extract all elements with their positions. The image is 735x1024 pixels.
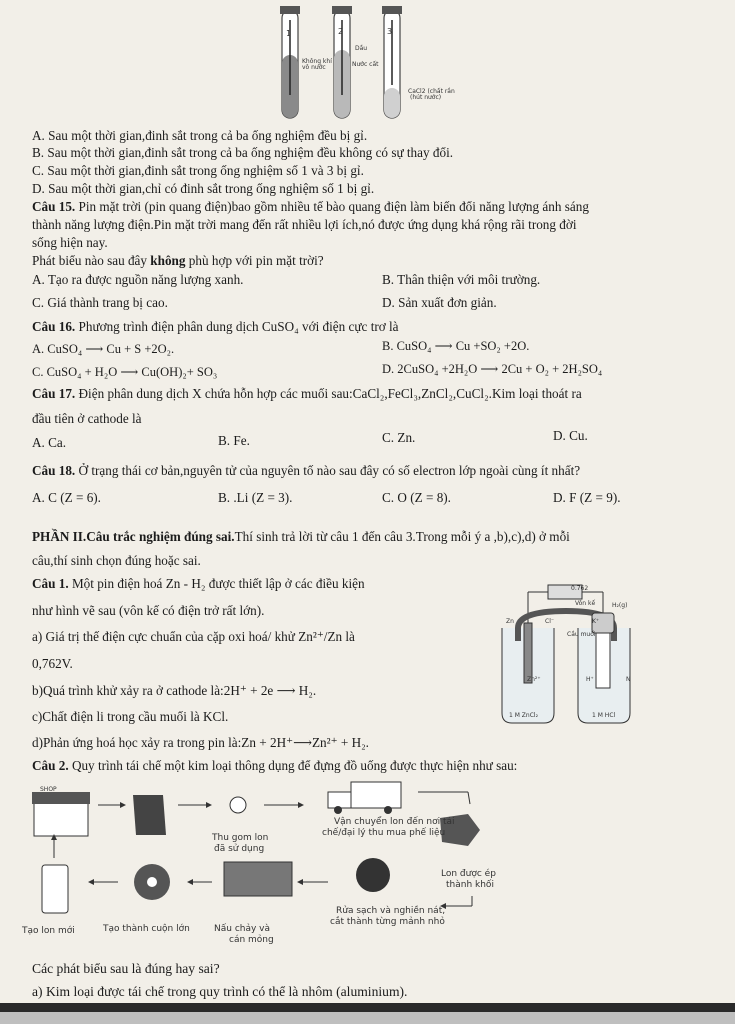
wash-label-2: cắt thành từng mảnh nhỏ [330, 917, 445, 927]
q15-line-2: thành năng lượng điện.Pin mặt trời mang đến rất nhiều lợi ích,nó được ứng dụng khá rộng rãi trong đời [32, 217, 577, 232]
melt-label-2: cán mỏng [229, 935, 274, 945]
truck-icon [351, 782, 401, 808]
q17-line-1: Câu 17. Điện phân dung dịch X chứa hỗn hợp các muối sau:CaCl₂,FeCl₃,ZnCl₂,CuCl₂.Kim loại thoát ra [32, 386, 582, 401]
q16-stem: Câu 16. Phương trình điện phân dung dịch CuSO₄ với điện cực trơ là [32, 319, 399, 334]
c1-statement-b: b)Quá trình khử xảy ra ở cathode là:2H⁺ + 2e ⟶ H₂. [32, 683, 317, 698]
n-label: N [626, 676, 631, 683]
cl-label: Cl⁻ [545, 618, 555, 625]
tube-label-3: 3 [387, 27, 393, 36]
new-can-icon [42, 865, 68, 913]
dry-air-label-2: vô nước [302, 64, 326, 71]
q15-option-a: A. Tạo ra được nguồn năng lượng xanh. [32, 272, 244, 287]
q15-option-c: C. Giá thành trang bị cao. [32, 295, 168, 310]
q15-option-b: B. Thân thiện với môi trường. [382, 272, 541, 287]
hand-icon [230, 797, 246, 813]
k-label: K⁺ [592, 618, 600, 625]
q14-option-d: D. Sau một thời gian,chỉ có đinh sắt trong ống nghiệm số 1 bị gỉ. [32, 181, 375, 196]
q18-option-b: B. .Li (Z = 3). [218, 490, 293, 505]
roll-label: Tạo thành cuộn lớn [103, 924, 190, 934]
h2-label: H₂(g) [612, 602, 628, 609]
q15-line-1: Câu 15. Pin mặt trời (pin quang điện)bao gồm nhiều tế bào quang điện làm biến đổi năng lượng ánh sáng [32, 199, 589, 214]
melt-label-1: Nấu chảy và [214, 924, 271, 934]
tube-label-2: 2 [338, 27, 344, 36]
c1-statement-d: d)Phản ứng hoá học xảy ra trong pin là:Zn + 2H⁺⟶Zn²⁺ + H₂. [32, 735, 369, 750]
cacl2-label-2: (hút nước) [410, 94, 442, 101]
transport-label-2: chế/đại lý thu mua phế liệu [322, 828, 446, 838]
can-bin-icon [133, 795, 166, 835]
arrow-icon: ⟶ [85, 342, 104, 356]
q17-option-b: B. Fe. [218, 433, 250, 448]
c1-line-1: Câu 1. Một pin điện hoá Zn - H₂ được thiết lập ở các điều kiện [32, 576, 365, 591]
bottom-strip [0, 1012, 735, 1024]
q16-option-a: A. CuSO₄ ⟶ Cu + S +2O₂. [32, 342, 175, 356]
c2-question: Các phát biểu sau là đúng hay sai? [32, 961, 220, 976]
q16-option-b: B. CuSO₄ ⟶ Cu +SO₂ +2O. [382, 339, 530, 353]
q18-option-c: C. O (Z = 8). [382, 490, 451, 505]
hcl-label: 1 M HCl [592, 712, 616, 719]
q17-option-c: C. Zn. [382, 430, 416, 445]
collect-label-2: đã sử dụng [214, 844, 265, 854]
cacl2-label: CaCl2 (chất rắn [408, 88, 455, 95]
q16-option-c: C. CuSO₄ + H₂O ⟶ Cu(OH)₂+ SO₃ [32, 365, 218, 379]
arrow-icon: ⟶ [434, 339, 453, 353]
q15-option-d: D. Sản xuất đơn giản. [382, 295, 497, 310]
c2-stem: Câu 2. Quy trình tái chế một kim loại thông dụng để đựng đồ uống được thực hiện như sau: [32, 758, 518, 773]
c1-line-2: như hình vẽ sau (vôn kế có điện trở rất lớn). [32, 603, 265, 618]
press-label-2: thành khối [446, 880, 494, 890]
shop-label: SHOP [40, 786, 57, 793]
dry-air-label: Không khí [302, 58, 332, 65]
q14-option-a: A. Sau một thời gian,đinh sắt trong cả ba ống nghiệm đều bị gỉ. [32, 128, 368, 143]
meter-reading: 0.762 [571, 585, 589, 592]
new-can-label: Tạo lon mới [22, 926, 75, 936]
tube-label-1: 1 [286, 29, 292, 38]
c1-statement-a-cont: 0,762V. [32, 656, 73, 671]
pressed-block-icon [356, 858, 390, 892]
q17-line-2: đầu tiên ở cathode là [32, 411, 142, 426]
voltmeter-label: Vôn kế [575, 600, 596, 607]
arrow-icon: ⟶ [120, 365, 139, 379]
arrow-icon: ⟶ [480, 362, 499, 376]
q18-stem: Câu 18. Ở trạng thái cơ bản,nguyên tử của nguyên tố nào sau đây có số electron lớp ngoài cùng ít nhất? [32, 463, 581, 478]
q15-question: Phát biểu nào sau đây không phù hợp với pin mặt trời? [32, 253, 324, 268]
zncl2-label: 1 M ZnCl₂ [509, 712, 538, 719]
q14-option-c: C. Sau một thời gian,đinh sắt trong ống nghiệm số 1 và 3 bị gỉ. [32, 163, 364, 178]
c1-statement-a: a) Giá trị thế điện cực chuẩn của cặp oxi hoá/ khử Zn²⁺/Zn là [32, 629, 355, 644]
h-label: H⁺ [586, 676, 594, 683]
transport-label-1: Vận chuyển lon đến nơi tái [334, 817, 455, 827]
q18-option-a: A. C (Z = 6). [32, 490, 101, 505]
part2-heading: PHẦN II.Câu trắc nghiệm đúng sai.Thí sinh trả lời từ câu 1 đến câu 3.Trong mỗi ý a ,b),c),d) ở mỗi [32, 529, 570, 544]
press-label-1: Lon được ép [441, 869, 496, 879]
q17-option-d: D. Cu. [553, 428, 588, 443]
zn2-label: Zn²⁺ [527, 676, 541, 683]
shop-icon [34, 802, 88, 836]
q14-option-b: B. Sau một thời gian,đinh sắt trong cả ba ống nghiệm đều không có sự thay đổi. [32, 145, 454, 160]
furnace-icon [224, 862, 292, 896]
wash-label-1: Rửa sạch và nghiền nát, [336, 906, 446, 916]
c1-statement-c: c)Chất điện li trong cầu muối là KCl. [32, 709, 229, 724]
part2-line-2: câu,thí sinh chọn đúng hoặc sai. [32, 553, 201, 568]
q16-option-d: D. 2CuSO₄ +2H₂O ⟶ 2Cu + O₂ + 2H₂SO₄ [382, 362, 603, 376]
c2-statement-a: a) Kim loại được tái chế trong quy trình có thể là nhôm (aluminium). [32, 984, 408, 999]
zn-label: Zn [506, 618, 514, 625]
oil-label: Dầu [355, 45, 368, 52]
q18-option-d: D. F (Z = 9). [553, 490, 621, 505]
salt-bridge-label: Cầu muối [567, 631, 596, 638]
q15-line-3: sống hiện nay. [32, 235, 108, 250]
water-label: Nước cất [352, 61, 379, 68]
q17-option-a: A. Ca. [32, 435, 67, 450]
collect-label-1: Thu gom lon [212, 833, 269, 843]
